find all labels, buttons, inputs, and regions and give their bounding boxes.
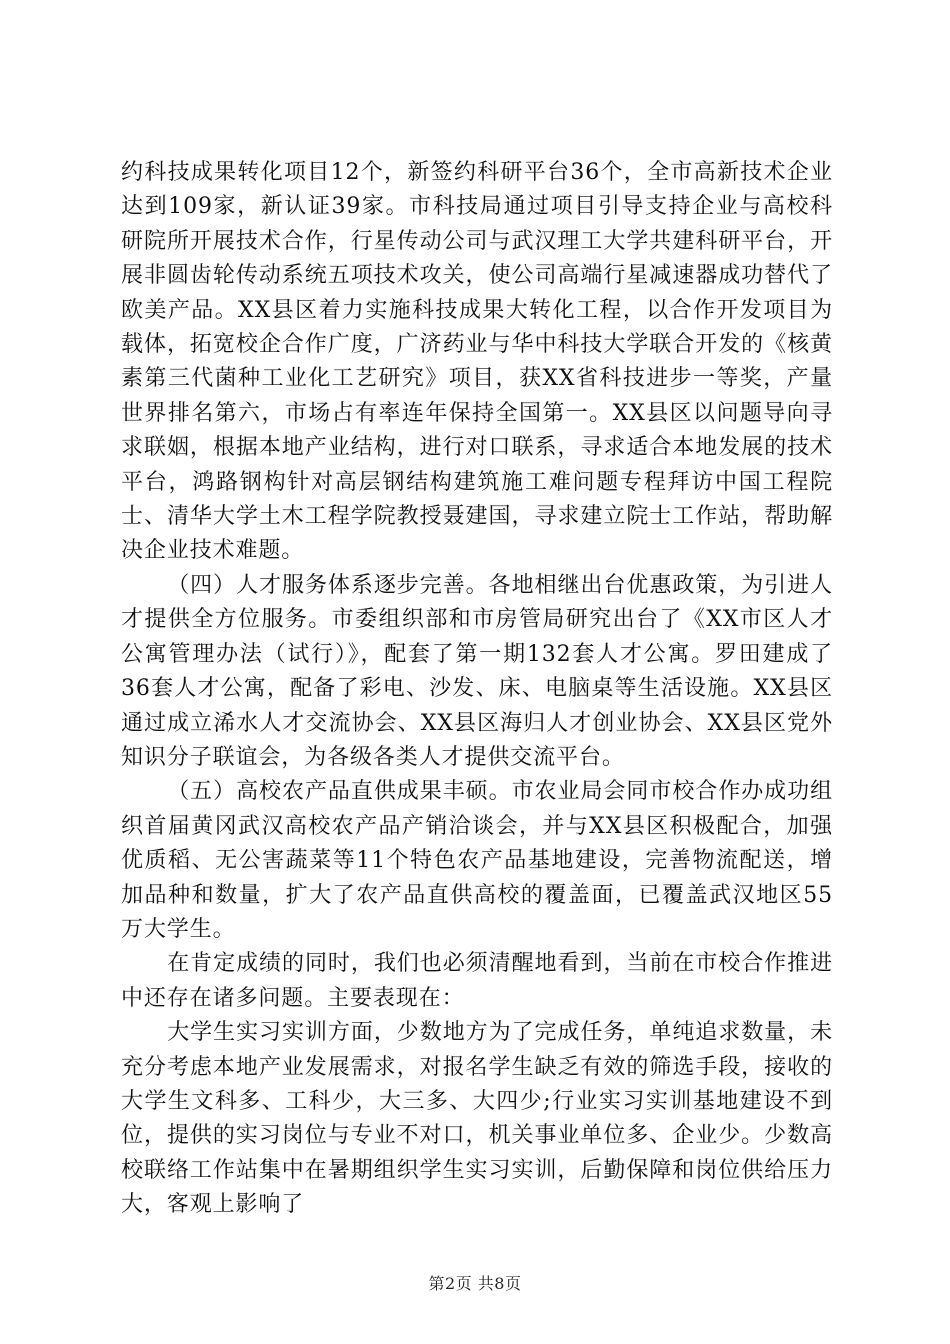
paragraph-internship-issues: 大学生实习实训方面，少数地方为了完成任务，单纯追求数量，未充分考虑本地产业发展需求，对报名学生缺乏有效的筛选手段，接收的大学生文科多、工科少，大三多、大四少;行业实习实训基地建设不到位，提供的实习岗位与专业不对口，机关事业单位多、企业少。少数高校联络工作站集中在暑期组织学生实习实训，后勤保障和岗位供给压力大，客观上影响了	[121, 1020, 833, 1218]
paragraph-continuation: 约科技成果转化项目12个，新签约科研平台36个，全市高新技术企业达到109家，新认证39家。市科技局通过项目引导支持企业与高校科研院所开展技术合作，行星传动公司与武汉理工大学共建科研平台，开展非圆齿轮传动系统五项技术攻关，使公司高端行星减速器成功替代了欧美产品。XX县区着力实施科技成果大转化工程，以合作开发项目为载体，拓宽校企合作广度，广济药业与华中科技大学联合开发的《核黄素第三代菌种工业化工艺研究》项目，获XX省科技进步一等奖，产量世界排名第六，市场占有率连年保持全国第一。XX县区以问题导向寻求联姻，根据本地产业结构，进行对口联系，寻求适合本地发展的技术平台，鸿路钢构针对高层钢结构建筑施工难问题专程拜访中国工程院士、清华大学土木工程学院教授聂建国，寻求建立院士工作站，帮助解决企业技术难题。	[121, 160, 833, 564]
paragraph-problems-intro: 在肯定成绩的同时，我们也必须清醒地看到，当前在市校合作推进中还存在诸多问题。主要表现在：	[121, 951, 833, 1011]
paragraph-agricultural-supply: （五）高校农产品直供成果丰硕。市农业局会同市校合作办成功组织首届黄冈武汉高校农产品产销洽谈会，并与XX县区积极配合，加强优质稻、无公害蔬菜等11个特色农产品基地建设，完善物流配送，增加品种和数量，扩大了农产品直供高校的覆盖面，已覆盖武汉地区55万大学生。	[121, 779, 833, 942]
paragraph-talent-services: （四）人才服务体系逐步完善。各地相继出台优惠政策，为引进人才提供全方位服务。市委组织部和市房管局研究出台了《XX市区人才公寓管理办法（试行）》，配套了第一期132套人才公寓。罗田建成了36套人才公寓，配备了彩电、沙发、床、电脑桌等生活设施。XX县区通过成立浠水人才交流协会、XX县区海归人才创业协会、XX县区党外知识分子联谊会，为各级各类人才提供交流平台。	[121, 572, 833, 770]
page-footer	[0, 1271, 950, 1294]
page-number: 第2页 共8页	[428, 1274, 522, 1293]
document-body	[121, 156, 833, 1223]
